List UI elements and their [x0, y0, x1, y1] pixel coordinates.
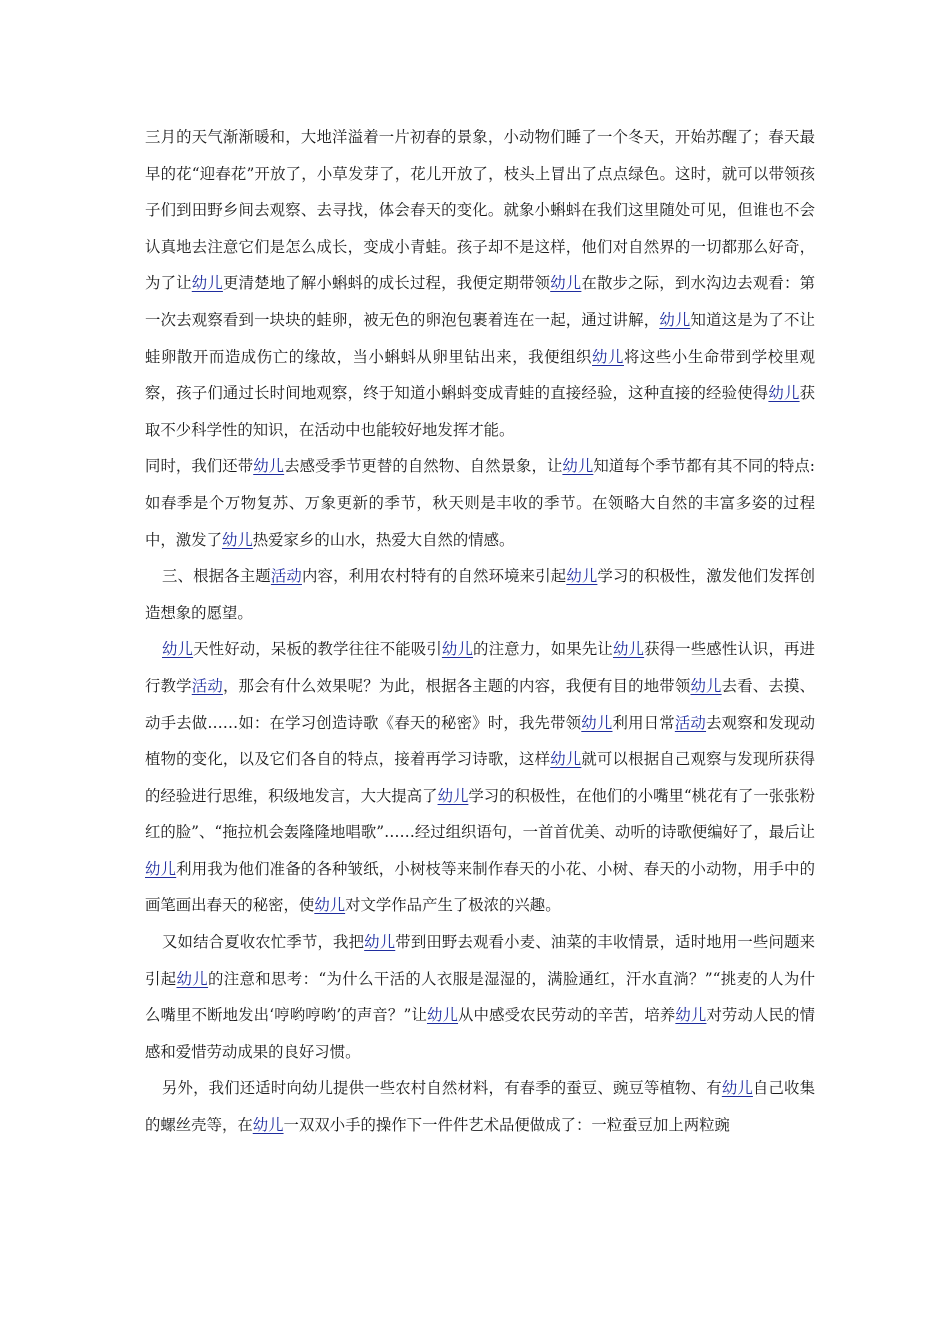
keyword-link[interactable]: 幼儿	[191, 274, 223, 293]
paragraph	[145, 448, 815, 558]
paragraph-text: 对劳动人民的情感和爱惜劳动成果的良好习惯。	[145, 1006, 815, 1061]
keyword-link[interactable]: 活动	[674, 713, 707, 732]
paragraph-text: 学习的积极性，激发他们发挥创造想象的愿望。	[145, 567, 815, 622]
paragraph-text: 天性好动，呆板的教学往往不能吸引	[193, 640, 442, 659]
paragraph-text: 去看、去摸、动手去做……如：在学习创造诗歌《春天的秘密》时，我先带领	[145, 676, 815, 732]
paragraph-text: 在散步之际，到水沟边去观看：第一次去观察看到一块块的蛙卵，被无色的卵泡包裹着连在一起，通过讲解，	[145, 274, 815, 329]
keyword-link[interactable]: 幼儿	[437, 786, 469, 805]
paragraph-text: 内容，利用农村特有的自然环境来引起	[301, 567, 567, 586]
paragraph	[145, 119, 815, 448]
paragraph-text: 获取不少科学性的知识，在活动中也能较好地发挥才能。	[145, 384, 815, 439]
keyword-link[interactable]: 幼儿	[253, 457, 285, 476]
keyword-link[interactable]: 幼儿	[364, 933, 396, 952]
keyword-link[interactable]: 幼儿	[426, 1006, 459, 1025]
paragraph-text: 一双双小手的操作下一件件艺术品便做成了：一粒蚕豆加上两粒豌	[283, 1116, 730, 1135]
paragraph-text: 另外，我们还适时向幼儿提供一些农村自然材料，有春季的蚕豆、豌豆等植物、有	[162, 1079, 722, 1098]
paragraph-text: 带到田野去观看小麦、油菜的丰收情景，适时地用一些问题来引起	[145, 933, 815, 988]
keyword-link[interactable]: 幼儿	[566, 567, 598, 586]
keyword-link[interactable]: 幼儿	[314, 896, 346, 915]
paragraph-text: 对文学作品产生了极浓的兴趣。	[345, 896, 561, 915]
keyword-link[interactable]: 幼儿	[612, 640, 645, 659]
paragraph-text: 知道每个季节都有其不同的特点:如春季是个万物复苏、万象更新的季节，秋天则是丰收的季节。在领略大自然的丰富多姿的过程中，激发了	[145, 457, 815, 549]
paragraph-text: 就可以根据自己观察与发现所获得的经验进行思维，积级地发言，大大提高了	[145, 750, 815, 805]
paragraph-text: 获得一些感性认识，再进行教学	[145, 640, 815, 695]
paragraph-text: 热爱家乡的山水，热爱大自然的情感。	[252, 530, 515, 549]
keyword-link[interactable]: 幼儿	[550, 274, 582, 293]
paragraph-text: 将这些小生命带到学校里观察，孩子们通过长时间地观察，终于知道小蝌蚪变成青蛙的直接经验，这种直接的经验使得	[145, 347, 815, 403]
paragraph-text: 更清楚地了解小蝌蚪的成长过程，我便定期带领	[222, 274, 551, 293]
paragraph-text: 同时，我们还带	[145, 457, 254, 476]
keyword-link[interactable]: 幼儿	[675, 1006, 707, 1025]
paragraph-text: 的注意和思考：“为什么干活的人衣服是湿湿的，满脸通红，汗水直淌？”“挑麦的人为什么嘴里不断地发出‘哼哟哼哟’的声音？”让	[145, 969, 815, 1025]
keyword-link[interactable]: 幼儿	[768, 384, 800, 403]
keyword-link[interactable]: 幼儿	[252, 1116, 284, 1135]
paragraph-text: 三月的天气渐渐暖和，大地洋溢着一片初春的景象，小动物们睡了一个冬天，开始苏醒了；春天最早的花“迎春花”开放了，小草发芽了，花儿开放了，枝头上冒出了点点绿色。这时，就可以带领孩子们到田野乡间去观察、去寻找，体会春天的变化。就象小蝌蚪在我们这里随处可见，但谁也不会认真地去注意它们是怎么成长，变成小青蛙。孩子却不是这样，他们对自然界的一切都那么好奇，为了让	[145, 128, 815, 293]
keyword-link[interactable]: 幼儿	[562, 457, 594, 476]
keyword-link[interactable]: 活动	[191, 676, 223, 695]
paragraph-text: 去感受季节更替的自然物、自然景象，让	[284, 457, 563, 476]
keyword-link[interactable]: 幼儿	[145, 859, 177, 878]
keyword-link[interactable]: 幼儿	[550, 750, 582, 769]
keyword-link[interactable]: 幼儿	[721, 1079, 753, 1098]
keyword-link[interactable]: 幼儿	[659, 310, 691, 329]
paragraph-text: 从中感受农民劳动的辛苦，培养	[458, 1006, 676, 1025]
paragraph-text: 学习的积极性，在他们的小嘴里“桃花有了一张张粉红的脸”、“拖拉机会轰隆隆地唱歌”……经过组织语句，一首首优美、动听的诗歌便编好了，最后让	[145, 786, 816, 842]
keyword-link[interactable]: 幼儿	[221, 530, 253, 549]
paragraph-text: 又如结合夏收农忙季节，我把	[162, 933, 365, 952]
paragraph	[145, 631, 815, 924]
paragraph-text: 三、根据各主题	[162, 567, 271, 586]
keyword-link[interactable]: 幼儿	[441, 640, 474, 659]
keyword-link[interactable]: 幼儿	[162, 640, 194, 659]
keyword-link[interactable]: 幼儿	[592, 347, 624, 366]
paragraph-text: 利用我为他们准备的各种皱纸，小树枝等来制作春天的小花、小树、春天的小动物，用手中的画笔画出春天的秘密，使	[145, 859, 815, 915]
paragraph-text: ，那会有什么效果呢？为此，根据各主题的内容，我便有目的地带领	[222, 676, 691, 695]
paragraph	[145, 924, 815, 1070]
paragraph-text: 利用日常	[612, 713, 675, 732]
document-body	[145, 119, 815, 1144]
keyword-link[interactable]: 活动	[270, 567, 302, 586]
paragraph	[145, 558, 815, 631]
keyword-link[interactable]: 幼儿	[176, 969, 209, 988]
keyword-link[interactable]: 幼儿	[690, 676, 722, 695]
paragraph-text: 的注意力，如果先让	[473, 640, 613, 659]
paragraph-text: 去观察和发现动植物的变化，以及它们各自的特点，接着再学习诗歌，这样	[145, 713, 815, 769]
keyword-link[interactable]: 幼儿	[581, 713, 613, 732]
paragraph-text: 知道这是为了不让蛙卵散开而造成伤亡的缘故，当小蝌蚪从卵里钻出来，我便组织	[145, 310, 815, 366]
paragraph	[145, 1070, 815, 1143]
paragraph-text: 自己收集的螺丝壳等，在	[145, 1079, 815, 1135]
